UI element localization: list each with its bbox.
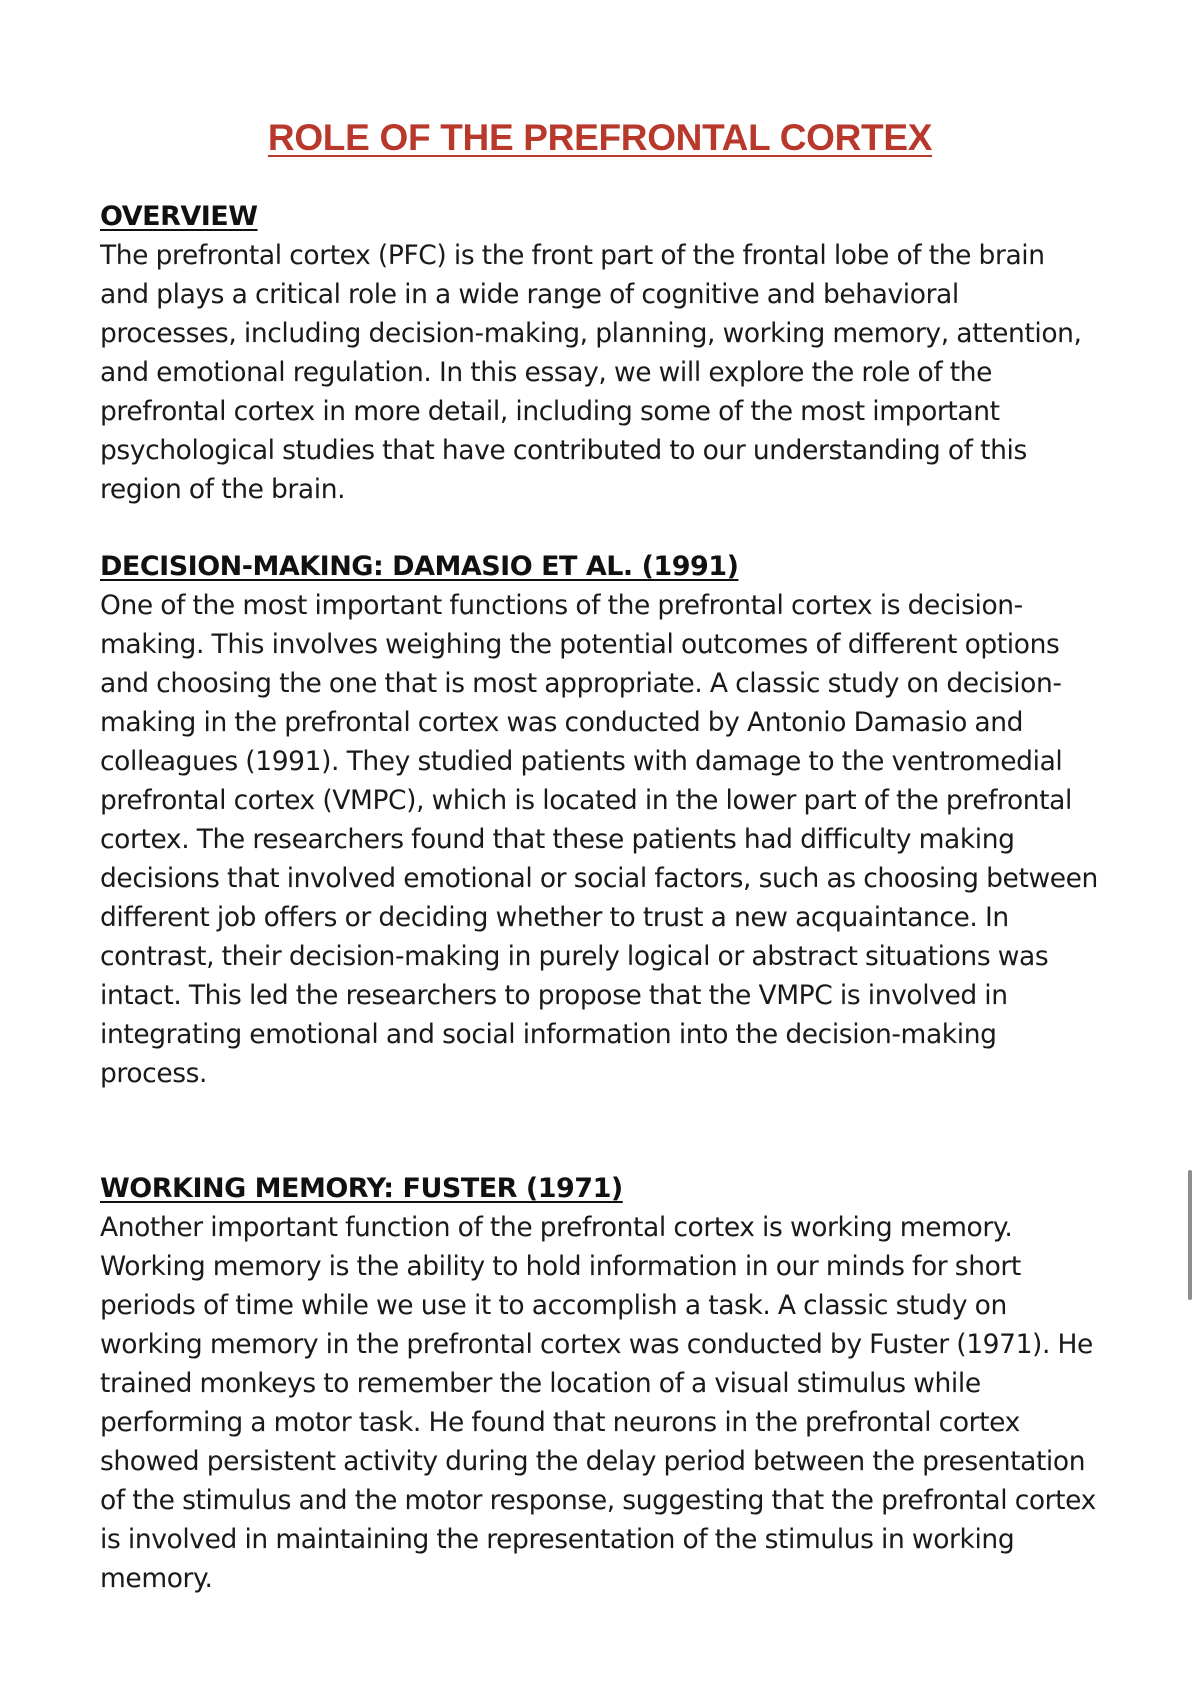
section-body: One of the most important functions of the prefrontal cortex is decision-making. This involves weighing the potential outcomes of different options and choosing the one that is most appropriate. A classic study on decision-making in the prefrontal cortex was conducted by Antonio Damasio and colleagues (1991). They studied patients with damage to the ventromedial prefrontal cortex (VMPC), which is located in the lower part of the prefrontal cortex. The researchers found that these patients had difficulty making decisions that involved emotional or social factors, such as choosing between different job offers or deciding whether to trust a new acquaintance. In contrast, their decision-making in purely logical or abstract situations was intact. This led the researchers to propose that the VMPC is involved in integrating emotional and social information into the decision-making process. — [100, 590, 1098, 1089]
section-overview — [100, 198, 1100, 509]
section-heading: OVERVIEW — [100, 201, 258, 232]
section-decision-making — [100, 548, 1100, 1093]
section-heading: WORKING MEMORY: FUSTER (1971) — [100, 1173, 623, 1204]
section-working-memory — [100, 1170, 1100, 1598]
vertical-scrollbar[interactable] — [1188, 1170, 1192, 1300]
document-title: ROLE OF THE PREFRONTAL CORTEX — [267, 117, 933, 158]
section-heading: DECISION-MAKING: DAMASIO ET AL. (1991) — [100, 551, 739, 582]
section-body: Another important function of the prefrontal cortex is working memory. Working memory is the ability to hold information in our minds for short periods of time while we use it to accomplish a task. A classic study on working memory in the prefrontal cortex was conducted by Fuster (1971). He trained monkeys to remember the location of a visual stimulus while performing a motor task. He found that neurons in the prefrontal cortex showed persistent activity during the delay period between the presentation of the stimulus and the motor response, suggesting that the prefrontal cortex is involved in maintaining the representation of the stimulus in working memory. — [100, 1212, 1096, 1594]
section-body: The prefrontal cortex (PFC) is the front part of the frontal lobe of the brain and plays a critical role in a wide range of cognitive and behavioral processes, including decision-making, planning, working memory, attention, and emotional regulation. In this essay, we will explore the role of the prefrontal cortex in more detail, including some of the most important psychological studies that have contributed to our understanding of this region of the brain. — [100, 240, 1082, 505]
